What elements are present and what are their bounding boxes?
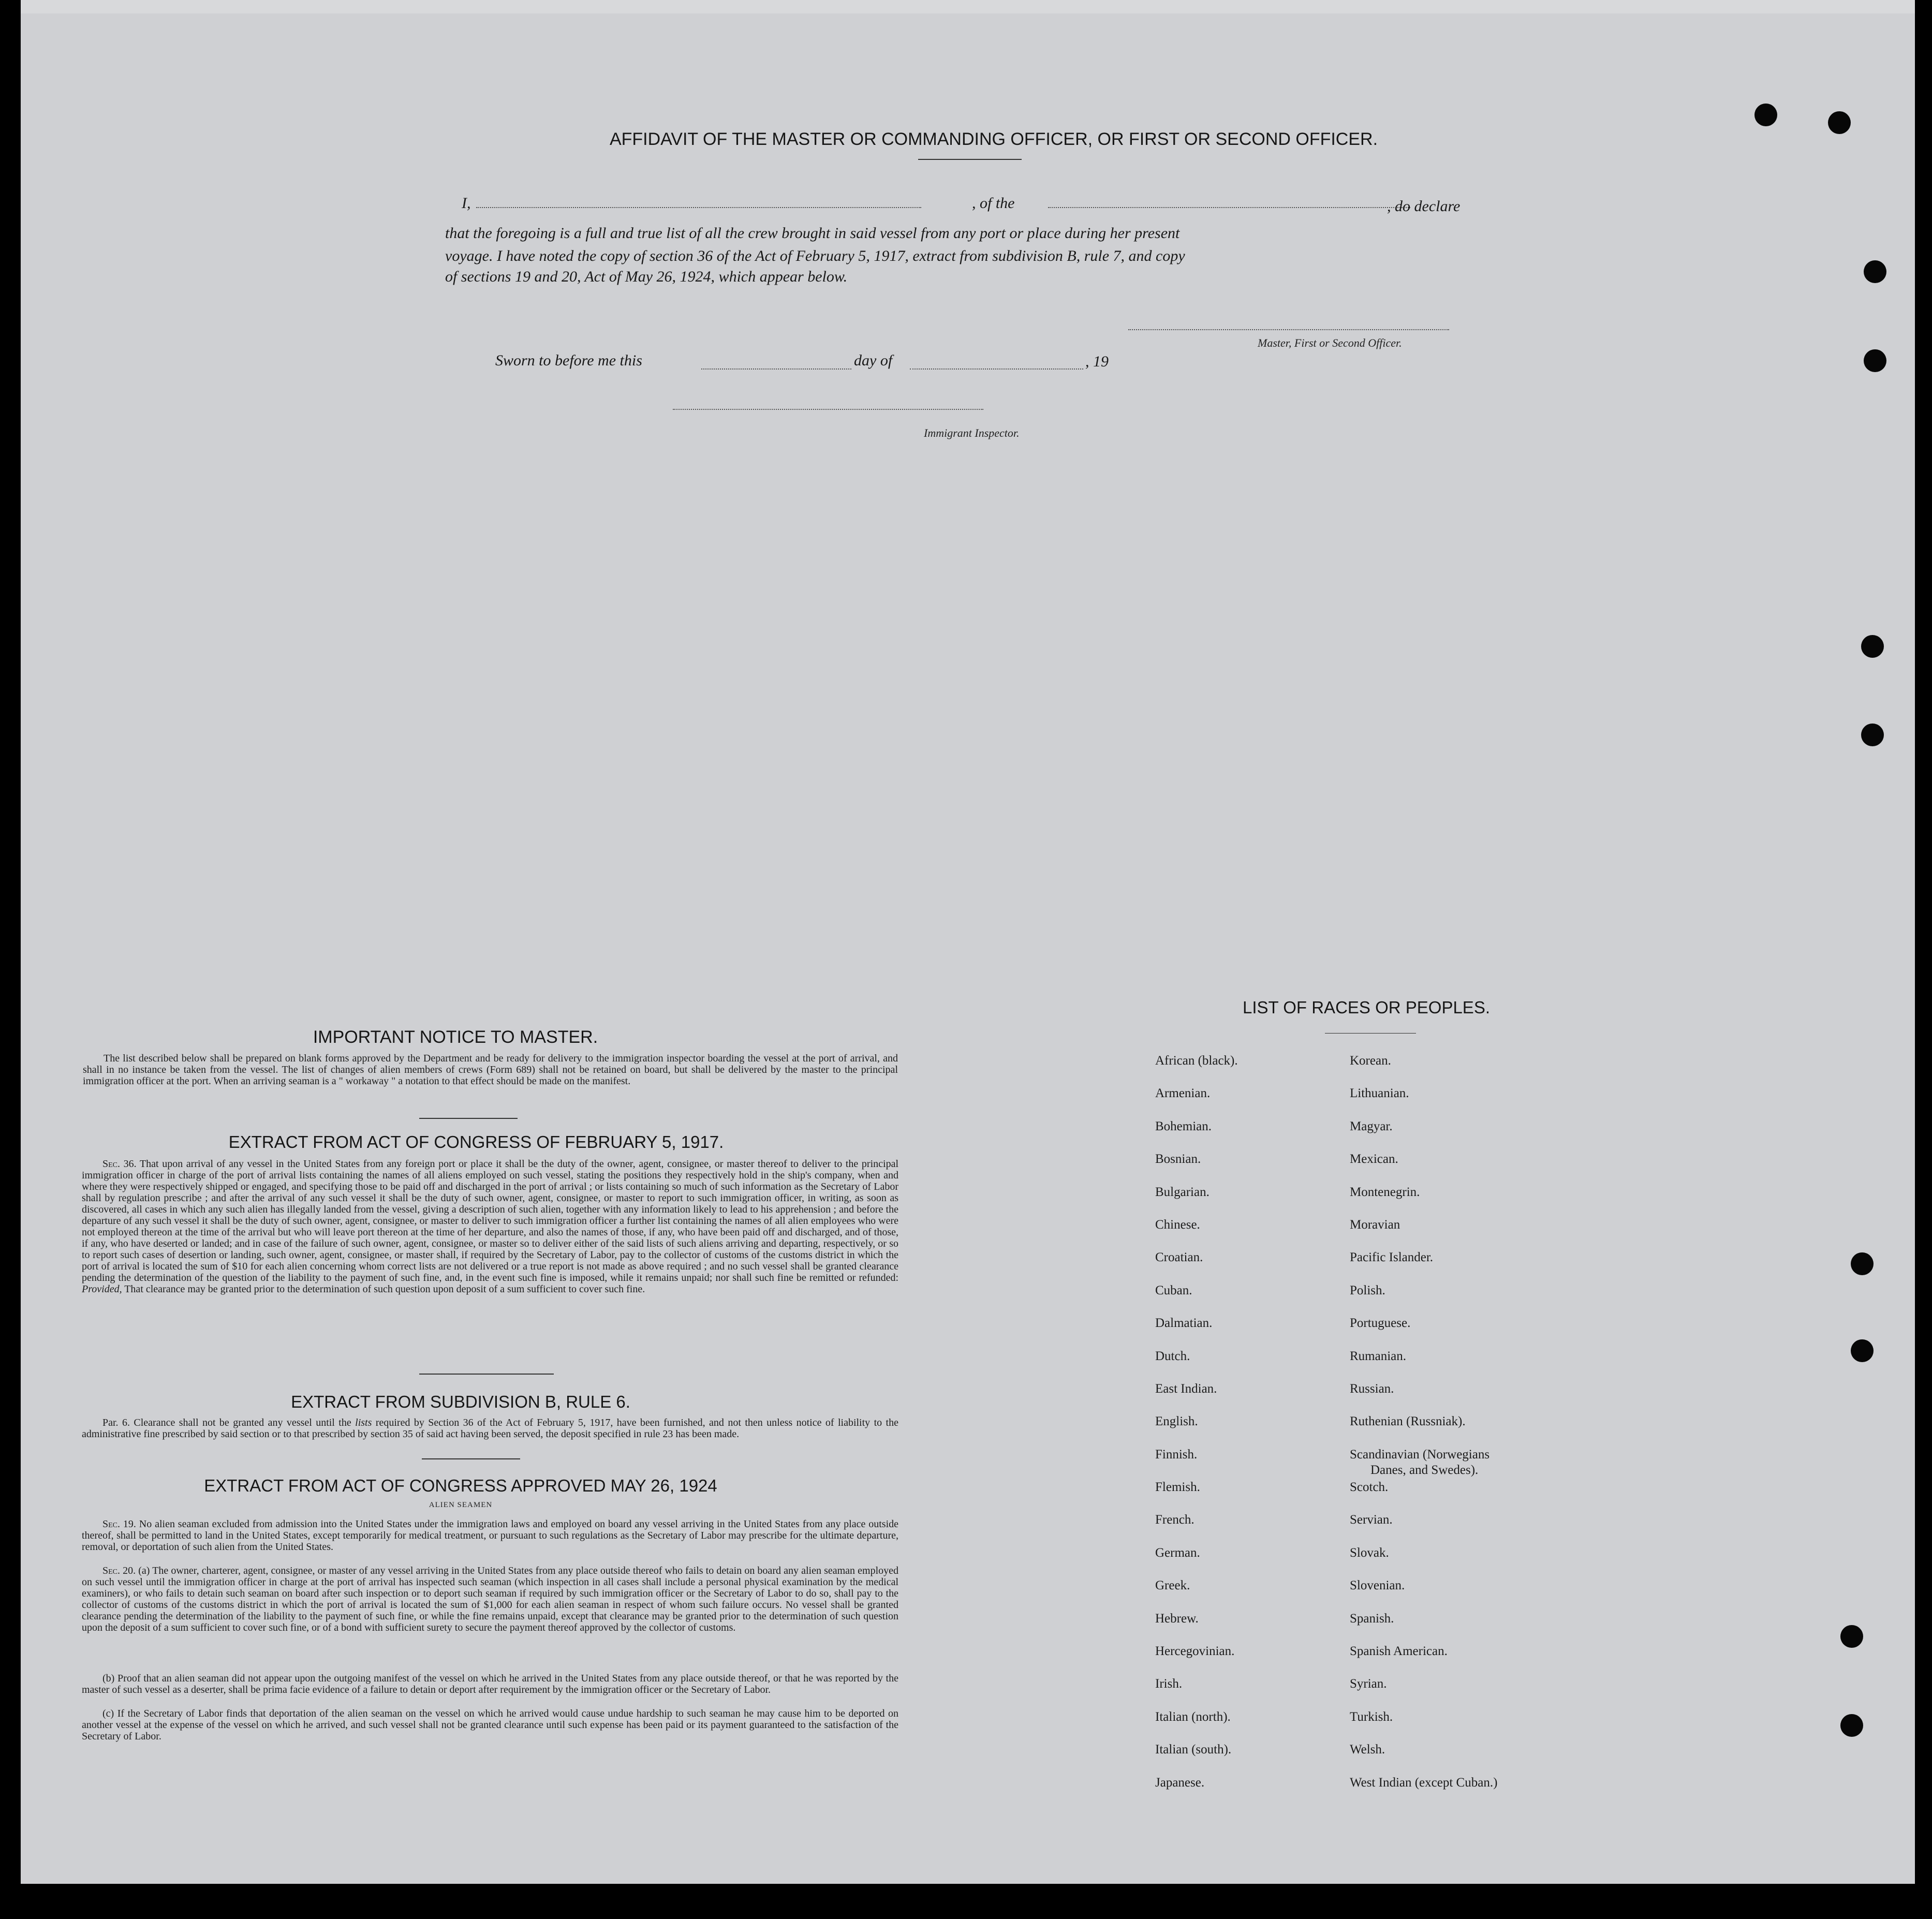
inspector-signature-line — [673, 409, 983, 410]
race-item: Finnish. — [1155, 1447, 1198, 1462]
extract-1917-text — [82, 1158, 898, 1295]
punch-hole — [1861, 724, 1884, 746]
year-label: , 19 — [1085, 353, 1109, 370]
extract-rule6-text — [82, 1417, 898, 1440]
race-item: Servian. — [1350, 1513, 1393, 1527]
race-item: Polish. — [1350, 1283, 1385, 1297]
punch-hole — [1851, 1339, 1874, 1362]
race-item: Syrian. — [1350, 1677, 1387, 1691]
day-of-label: day of — [854, 352, 893, 369]
sworn-month-line — [910, 368, 1083, 370]
race-item: Slovak. — [1350, 1545, 1389, 1560]
race-item: Bulgarian. — [1155, 1185, 1210, 1199]
affidavit-i-label: I, — [462, 195, 471, 212]
race-item: Danes, and Swedes). — [1370, 1463, 1479, 1477]
punch-hole — [1840, 1714, 1863, 1737]
race-item: Rumanian. — [1350, 1349, 1407, 1363]
sec19-label: Sec. 19. — [102, 1518, 136, 1530]
race-item: Hercegovinian. — [1155, 1644, 1235, 1659]
sec20-label: Sec. 20. — [102, 1565, 136, 1576]
sec19-text: No alien seaman excluded from admission into the United States under the immigration laws and employed on board any vessel arriving in the United States from any place outside thereof, shall be permitted to land in the United States, except temporarily for medical treatment, or pursuant to such regulations as the Secretary of Labor may prescribe for the ultimate departure, removal, or deportation of such alien from the United States. — [82, 1518, 899, 1553]
race-item: French. — [1155, 1513, 1194, 1527]
race-item: African (black). — [1155, 1054, 1238, 1068]
race-item: Flemish. — [1155, 1480, 1200, 1495]
lists-word: lists — [355, 1417, 372, 1428]
race-item: Mexican. — [1350, 1152, 1398, 1167]
name-line — [476, 207, 921, 208]
sec20a-paragraph — [82, 1565, 898, 1633]
race-item: Portuguese. — [1350, 1316, 1411, 1331]
races-left-column — [1155, 1054, 1238, 1808]
race-item: Chinese. — [1155, 1217, 1200, 1232]
master-signature-label: Master, First or Second Officer. — [1258, 336, 1402, 349]
punch-hole — [1828, 111, 1851, 134]
race-item: Armenian. — [1155, 1086, 1211, 1101]
race-item: Bosnian. — [1155, 1152, 1201, 1167]
affidavit-body-line3: of sections 19 and 20, Act of May 26, 1924, which appear below. — [445, 268, 848, 285]
affidavit-of-the: , of the — [972, 195, 1015, 212]
race-item: Dutch. — [1155, 1349, 1190, 1363]
sworn-day-line — [701, 368, 851, 370]
master-signature-line — [1128, 329, 1449, 330]
race-item: English. — [1155, 1414, 1198, 1429]
punch-hole — [1851, 1252, 1874, 1275]
affidavit-body-line2: voyage. I have noted the copy of section 36 of the Act of February 5, 1917, extract from subdivision B, rule 7, and copy — [445, 247, 1185, 264]
title-rule — [918, 159, 1022, 160]
punch-hole — [1840, 1625, 1863, 1648]
punch-hole — [1754, 104, 1777, 126]
race-item: Dalmatian. — [1155, 1316, 1213, 1331]
punch-hole — [1864, 349, 1886, 372]
rule6-text-a: Par. 6. Clearance shall not be granted any vessel until the — [102, 1417, 351, 1428]
race-item: Cuban. — [1155, 1283, 1192, 1297]
race-item: Italian (north). — [1155, 1709, 1231, 1724]
race-item: Ruthenian (Russniak). — [1350, 1414, 1466, 1429]
race-item: Scotch. — [1350, 1480, 1389, 1495]
sec36-label: Sec. 36. — [102, 1158, 137, 1170]
race-item: Montenegrin. — [1350, 1185, 1420, 1199]
affidavit-do-declare: , do declare — [1387, 198, 1461, 215]
race-item: Slovenian. — [1350, 1578, 1405, 1593]
race-item: Pacific Islander. — [1350, 1250, 1434, 1265]
sworn-label: Sworn to before me this — [495, 352, 642, 369]
divider — [419, 1374, 554, 1375]
race-item: West Indian (except Cuban.) — [1350, 1775, 1498, 1790]
race-item: Welsh. — [1350, 1743, 1385, 1757]
rule6-text-b: required by Section 36 of the Act of February 5, 1917, have been furnished, and not then unless notice of liability to the administrative fine prescribed by said section or to that prescribed by section 35 of said act having been served, the deposit specified in rule 23 has been made. — [82, 1417, 898, 1440]
races-right-column — [1350, 1054, 1497, 1808]
race-item: Scandinavian (Norwegians — [1350, 1447, 1490, 1462]
sec36-text-end: That clearance may be granted prior to the determination of such question upon deposit of a sum sufficient to cover such fine. — [124, 1283, 645, 1295]
punch-hole — [1864, 260, 1886, 283]
affidavit-title: AFFIDAVIT OF THE MASTER OR COMMANDING OFFICER, OR FIRST OR SECOND OFFICER. — [609, 129, 1378, 149]
extract-1917-title: EXTRACT FROM ACT OF CONGRESS OF FEBRUARY 5, 1917. — [228, 1132, 724, 1152]
race-item: Moravian — [1350, 1217, 1400, 1232]
extract-1924-subtitle: ALIEN SEAMEN — [429, 1501, 493, 1509]
sec19-paragraph — [82, 1518, 898, 1553]
document-page — [21, 0, 1915, 1884]
race-item: Bohemian. — [1155, 1119, 1212, 1133]
race-item: Greek. — [1155, 1578, 1190, 1593]
race-item: Korean. — [1350, 1054, 1391, 1068]
notice-text: The list described below shall be prepared on blank forms approved by the Department and be ready for delivery to the immigration inspector boarding the vessel at the port of arrival, and shall in no instance be taken from the vessel. The list of changes of alien members of crews (Form 689) shall not be retained on board, but shall be delivered by the master to the principal immigration officer at the port. When an arriving seaman is a " workaway " a notation to that effect should be made on the manifest. — [83, 1053, 898, 1087]
sec20b-paragraph: (b) Proof that an alien seaman did not appear upon the outgoing manifest of the vessel on which he arrived in the United States from any place outside thereof, or that he was reported by the master of such vessel as a deserter, shall be prima facie evidence of a failure to detain or deport after requirement by the immigration officer or the Secretary of Labor. — [82, 1673, 898, 1695]
race-item: East Indian. — [1155, 1381, 1217, 1396]
scan-top-edge — [21, 0, 1915, 13]
race-item: Japanese. — [1155, 1775, 1205, 1790]
sec20c-paragraph: (c) If the Secretary of Labor finds that deportation of the alien seaman on the vessel on which he arrived would cause undue hardship to such seaman he may cause him to be deported on another vessel at the expense of the vessel on which he arrived, and such vessel shall not be granted clearance until such expense has been paid or its payment guaranteed to the satisfaction of the Secretary of Labor. — [82, 1708, 898, 1742]
divider — [422, 1458, 520, 1459]
race-item: Irish. — [1155, 1677, 1183, 1691]
extract-rule6-title: EXTRACT FROM SUBDIVISION B, RULE 6. — [291, 1392, 630, 1411]
races-title-rule — [1325, 1033, 1416, 1034]
race-item: Hebrew. — [1155, 1611, 1199, 1626]
race-item: Spanish. — [1350, 1611, 1394, 1626]
divider — [419, 1118, 518, 1119]
race-item: German. — [1155, 1545, 1200, 1560]
race-item: Lithuanian. — [1350, 1086, 1409, 1101]
provided-word: Provided, — [82, 1283, 122, 1295]
vessel-line — [1048, 207, 1410, 208]
punch-hole — [1861, 635, 1884, 658]
race-item: Turkish. — [1350, 1709, 1393, 1724]
notice-title: IMPORTANT NOTICE TO MASTER. — [313, 1027, 598, 1047]
race-item: Spanish American. — [1350, 1644, 1448, 1659]
race-item: Italian (south). — [1155, 1743, 1232, 1757]
affidavit-body-line1: that the foregoing is a full and true list of all the crew brought in said vessel from any port or place during her present — [445, 225, 1180, 242]
race-item: Russian. — [1350, 1381, 1394, 1396]
races-title: LIST OF RACES OR PEOPLES. — [1242, 998, 1491, 1017]
sec36-text: That upon arrival of any vessel in the United States from any foreign port or place it shall be the duty of the owner, agent, consignee, or master thereof to deliver to the principal immigration officer in charge of the port of arrival lists containing the names of all aliens employed on such vessel, stating the positions they respectively hold in the ship's company, when and where they were respectively shipped or engaged, and specifying those to be paid off and discharged in the port of arrival ; or lists containing so much of such information as the Secretary of Labor shall by regulation prescribe ; and after the arrival of any such vessel it shall be the duty of such owner, agent, consignee, or master to report to such immigration officer, in writing, as soon as discovered, all cases in which any such alien has illegally landed from the vessel, giving a description of such alien, together with any information likely to lead to his apprehension ; and before the departure of any such vessel it shall be the duty of such owner, agent, consignee, or master to deliver to such immigration officer a further list containing the names of all alien employees who were not employed thereon at the time of the arrival but who will leave port thereon at the time of her departure, and also the names of those, if any, who have been paid off and discharged, and of those, if any, who have deserted or landed; and in case of the failure of such owner, agent, consignee, or master so to deliver either of the said lists of such aliens arriving and departing, respectively, or so to report such cases of desertion or landing, such owner, agent, consignee, or master shall, if required by the Secretary of Labor, pay to the collector of customs of the customs district in which the port of arrival is located the sum of $10 for each alien concerning whom correct lists are not delivered or a true report is not made as above required ; and no such vessel shall be granted clearance pending the determination of the question of the liability to the payment of such fine, and, in the event such fine is imposed, while it remains unpaid; nor shall such fine be remitted or refunded: — [82, 1158, 899, 1283]
race-item: Croatian. — [1155, 1250, 1203, 1265]
inspector-signature-label: Immigrant Inspector. — [924, 426, 1020, 439]
sec20a-text: (a) The owner, charterer, agent, consignee, or master of any vessel arriving in the United States from any place outside thereof who fails to detain on board any alien seaman employed on such vessel until the immigration officer in charge at the port of arrival has inspected such seaman (which inspection in all cases shall include a personal physical examination by the medical examiners), or who fails to detain such seaman on board after such inspection or to deport such seaman if required by such immigration officer or the Secretary of Labor to do so, shall pay to the collector of customs of the customs district in which the port of arrival is located the sum of $1,000 for each alien seaman in respect of whom such failure occurs. No vessel shall be granted clearance pending the determination of the liability to the payment of such fine, or while the fine remains unpaid, except that clearance may be granted prior to the determination of such question upon the deposit of a sum sufficient to cover such fine, or of a bond with sufficient surety to secure the payment thereof approved by the collector of customs. — [82, 1565, 899, 1633]
race-item: Magyar. — [1350, 1119, 1393, 1133]
extract-1924-title: EXTRACT FROM ACT OF CONGRESS APPROVED MAY 26, 1924 — [204, 1476, 717, 1495]
